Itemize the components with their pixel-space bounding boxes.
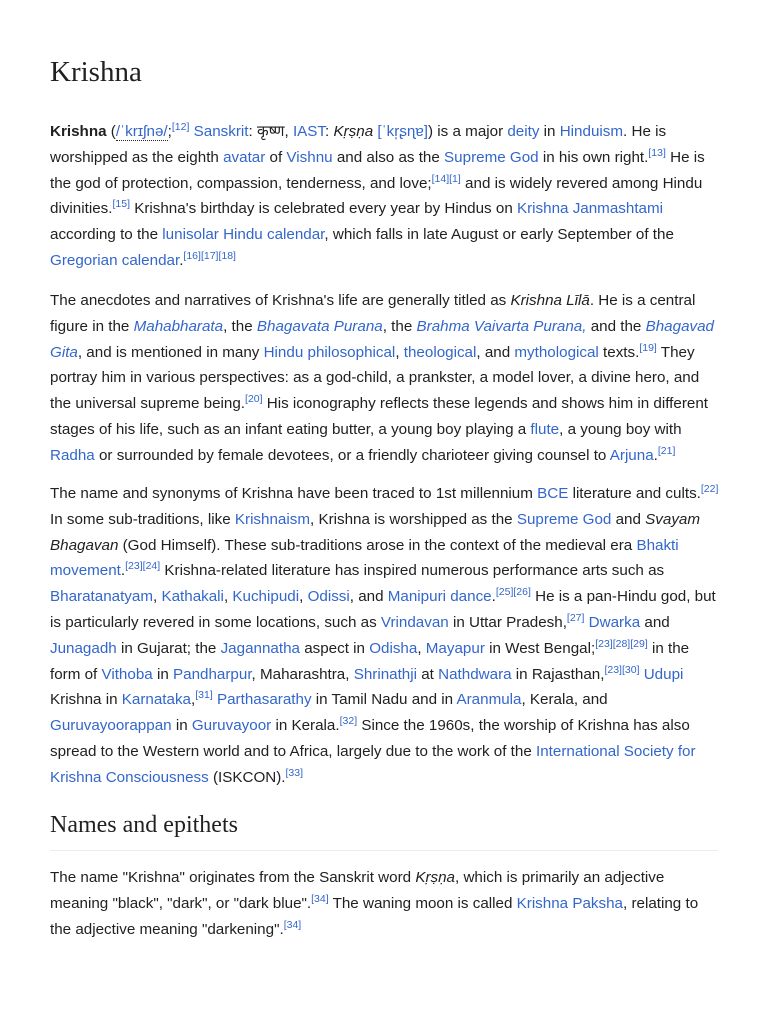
citation-16[interactable]: [16] [183,249,201,262]
link-karnataka[interactable]: Karnataka [121,691,191,709]
subject-name: Krishna [50,123,107,140]
citation-18[interactable]: [18] [218,249,236,262]
citation-22[interactable]: [22] [700,482,719,495]
link-vishnu[interactable]: Vishnu [286,148,333,166]
link-manipuri-dance[interactable]: Manipuri dance [387,588,492,606]
citation-32[interactable]: [32] [339,715,358,728]
link-theological[interactable]: theological [403,343,477,361]
link-kathakali[interactable]: Kathakali [161,588,224,606]
citation-21[interactable]: [21] [657,444,676,457]
citation-29[interactable]: [29] [630,637,648,650]
link-arjuna[interactable]: Arjuna [609,446,654,464]
link-udupi[interactable]: Udupi [643,665,684,683]
link-jagannatha[interactable]: Jagannatha [220,639,300,657]
link-bhakti-movement[interactable]: Bhakti movement [50,536,679,580]
ipa-sanskrit-link[interactable]: [ˈkr̩ʂɳɐ] [377,123,429,140]
citation-24[interactable]: [24] [142,560,161,573]
link-avatar[interactable]: avatar [223,148,266,166]
link-lunisolar-calendar[interactable]: lunisolar Hindu calendar [162,226,325,244]
citation-25[interactable]: [25] [495,586,514,599]
link-vrindavan[interactable]: Vrindavan [380,613,449,631]
link-guruvayoor[interactable]: Guruvayoor [191,717,272,735]
citation-33[interactable]: [33] [285,766,304,779]
link-aranmula[interactable]: Aranmula [456,691,522,709]
citation-31[interactable]: [31] [195,689,213,702]
ipa-pronunciation-link[interactable]: /ˈkrɪʃnə/ [115,123,168,140]
citation-30[interactable]: [30] [621,663,640,676]
link-supreme-god[interactable]: Supreme God [444,148,539,166]
link-deity[interactable]: deity [507,123,540,140]
page-title: Krishna [50,56,142,88]
citation-14[interactable]: [14] [431,172,450,185]
citation-23[interactable]: [23] [125,560,143,573]
link-krishnaism[interactable]: Krishnaism [234,510,310,528]
citation-27[interactable]: [27] [566,611,585,624]
link-kuchipudi[interactable]: Kuchipudi [232,588,300,606]
citation-1[interactable]: [1] [449,172,461,185]
link-brahma-vaivarta-purana[interactable]: Brahma Vaivarta Purana, [416,317,587,335]
link-krishna-paksha[interactable]: Krishna Paksha [516,894,623,912]
section-heading-names-and-epithets: Names and epithets [50,806,718,851]
link-odissi[interactable]: Odissi [307,588,350,606]
link-radha[interactable]: Radha [50,446,95,464]
citation-19[interactable]: [19] [639,341,657,354]
link-bce[interactable]: BCE [537,485,569,502]
link-sanskrit[interactable]: Sanskrit [193,123,249,140]
link-hinduism[interactable]: Hinduism [559,123,624,140]
link-guruvayoorappan[interactable]: Guruvayoorappan [50,717,172,735]
link-mahabharata[interactable]: Mahabharata [133,317,224,335]
citation-34b[interactable]: [34] [283,918,302,931]
link-bhagavad-gita[interactable]: Bhagavad Gita [50,317,714,361]
citation-15[interactable]: [15] [112,198,130,211]
link-mayapur[interactable]: Mayapur [425,639,485,657]
link-bharatanatyam[interactable]: Bharatanatyam [50,588,153,606]
link-pandharpur[interactable]: Pandharpur [173,665,252,683]
intro-paragraph: Krishna (/ˈkrɪʃnə/;[12] Sanskrit: कृष्ण, IAST: Kṛṣṇa [ˈkr̩ʂɳɐ]) is a major deity in Hinduism. He is worshipped as the eighth avatar of Vishnu and also as the Supreme God in his own right.[13] He is the god of protection, compassion, tenderness, and love;[14][1] and is widely revered among Hindu divinities.[15] Krishna's birthday is celebrated every year by Hindus on Krishna Janmashtami according to the lunisolar Hindu calendar, which falls in late August or early September of the Gregorian calendar.[16][17][18] [50,120,705,269]
link-bhagavata-purana[interactable]: Bhagavata Purana [256,317,383,335]
narratives-paragraph: The anecdotes and narratives of Krishna's life are generally titled as Krishna Līlā. He is a central figure in the Mahabharata, the Bhagavata Purana, the Brahma Vaivarta Purana, and the Bhagavad Gita, and is mentioned in many Hindu philosophical, theological, and mythological texts.[19] They portray him in various perspectives: as a god-child, a prankster, a model lover, a divine hero, and the universal supreme being.[20] His iconography reflects these legends and shows him in different stages of his life, such as an infant eating butter, a young boy playing a flute, a young boy with Radha or surrounded by female devotees, or a friendly charioteer giving counsel to Arjuna.[21] [50,292,714,464]
citation-13[interactable]: [13] [648,146,666,159]
etymology-paragraph: The name "Krishna" originates from the Sanskrit word Kṛṣṇa, which is primarily an adjective meaning "black", "dark", or "dark blue".[34] The waning moon is called Krishna Paksha, relating to the adjective meaning "darkening".[34] [50,869,699,938]
citation-23b[interactable]: [23] [595,637,613,650]
citation-34[interactable]: [34] [311,892,329,905]
link-supreme-god-2[interactable]: Supreme God [516,510,612,528]
link-hindu-philosophical[interactable]: Hindu philosophical [263,343,396,361]
link-flute[interactable]: flute [530,420,560,438]
link-dwarka[interactable]: Dwarka [588,613,641,631]
link-gregorian-calendar[interactable]: Gregorian calendar [50,251,180,269]
link-iast[interactable]: IAST [292,123,326,140]
traditions-paragraph: The name and synonyms of Krishna have been traced to 1st millennium BCE literature and cults.[22] In some sub-traditions, like Krishnaism, Krishna is worshipped as the Supreme God and Svayam Bhagavan (God Himself). These sub-traditions arose in the context of the medieval era Bhakti movement.[23][24] Krishna-related literature has inspired numerous performance arts such as Bharatanatyam, Kathakali, Kuchipudi, Odissi, and Manipuri dance.[25][26] He is a pan-Hindu god, but is particularly revered in some locations, such as Vrindavan in Uttar Pradesh,[27] Dwarka and Junagadh in Gujarat; the Jagannatha aspect in Odisha, Mayapur in West Bengal;[23][28][29] in the form of Vithoba in Pandharpur, Maharashtra, Shrinathji at Nathdwara in Rajasthan,[23][30] Udupi Krishna in Karnataka,[31] Parthasarathy in Tamil Nadu and in Aranmula, Kerala, and Guruvayoorappan in Guruvayoor in Kerala.[32] Since the 1960s, the worship of Krishna has also spread to the Western world and to Africa, largely due to the work of the International Society for Krishna Consciousness (ISKCON).[33] [50,482,719,786]
link-iskcon[interactable]: International Society for Krishna Consciousness [50,742,696,786]
link-mythological[interactable]: mythological [514,343,599,361]
link-vithoba[interactable]: Vithoba [101,665,153,683]
link-krishna-janmashtami[interactable]: Krishna Janmashtami [516,200,664,218]
citation-23c[interactable]: [23] [604,663,622,676]
citation-17[interactable]: [17] [200,249,219,262]
citation-26[interactable]: [26] [513,586,531,599]
citation-12[interactable]: [12] [171,120,190,133]
link-junagadh[interactable]: Junagadh [50,639,117,657]
link-parthasarathy[interactable]: Parthasarathy [216,691,312,709]
citation-20[interactable]: [20] [245,393,263,406]
link-shrinathji[interactable]: Shrinathji [353,665,418,683]
citation-28[interactable]: [28] [612,637,631,650]
link-odisha[interactable]: Odisha [369,639,418,657]
link-nathdwara[interactable]: Nathdwara [438,665,512,683]
